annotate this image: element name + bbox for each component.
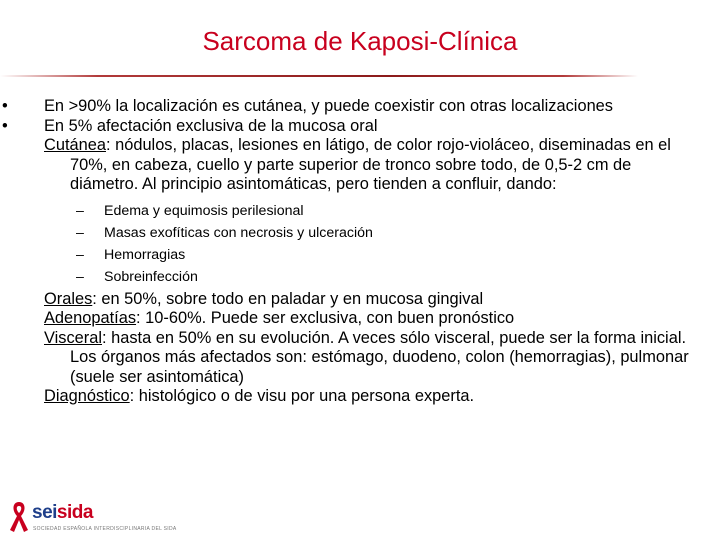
cutanea-label: Cutánea <box>44 136 106 154</box>
adenopatias-paragraph <box>44 309 704 329</box>
dash-mark: – <box>76 202 84 219</box>
logo-wordmark <box>32 502 93 524</box>
title-divider-left <box>0 75 390 77</box>
orales-text: : en 50%, sobre todo en paladar y en mucosa gingival <box>92 289 484 308</box>
sub-item-text: Sobreinfección <box>104 268 198 285</box>
sub-item <box>76 244 704 266</box>
sub-item-text: Edema y equimosis perilesional <box>104 202 304 219</box>
logo-wordmark-part2: sida <box>56 502 93 523</box>
diagnostico-label: Diagnóstico <box>44 387 130 405</box>
visceral-text: : hasta en 50% en su evolución. A veces sólo visceral, puede ser la forma inicial. Los órganos más afectados son: estómago, duodeno, colon (hemorragias), pulmonar (suele ser asintomática) <box>70 328 689 386</box>
cutanea-paragraph <box>44 136 704 195</box>
title-divider-right <box>388 75 638 77</box>
bullet-item: • En >90% la localización es cutánea, y puede coexistir con otras localizaciones <box>2 97 613 115</box>
logo-wordmark-part1: sei <box>32 502 57 523</box>
slide-body <box>2 97 704 407</box>
visceral-label: Visceral <box>44 328 102 347</box>
dash-mark: – <box>76 246 84 263</box>
sub-item <box>76 200 704 222</box>
orales-label: Orales <box>44 289 93 308</box>
orales-paragraph <box>44 290 704 310</box>
logo-tagline: SOCIEDAD ESPAÑOLA INTERDISCIPLINARIA DEL SIDA <box>33 526 177 532</box>
sub-item-text: Hemorragias <box>104 246 186 263</box>
adenopatias-label: Adenopatías <box>44 309 137 327</box>
sub-item <box>76 266 704 288</box>
seisida-logo <box>6 496 177 536</box>
sub-item-text: Masas exofíticas con necrosis y ulceración <box>104 224 373 241</box>
bullet-text: En >90% la localización es cutánea, y puede coexistir con otras localizaciones <box>44 97 613 115</box>
bullet-text: En 5% afectación exclusiva de la mucosa oral <box>44 116 378 135</box>
diagnostico-text: : histológico o de visu por una persona experta. <box>129 387 475 405</box>
cutanea-sublist <box>44 200 704 288</box>
cutanea-text: : nódulos, placas, lesiones en látigo, de color rojo-violáceo, diseminadas en el 70%, en cabeza, cuello y parte superior de tronco sobre todo, de 0,5-2 cm de diámetro. Al principio asintomáticas, pero tienden a confluir, dando: <box>70 136 671 193</box>
dash-mark: – <box>76 268 84 285</box>
visceral-paragraph <box>44 329 704 388</box>
adenopatias-text: : 10-60%. Puede ser exclusiva, con buen pronóstico <box>136 309 515 327</box>
sub-item <box>76 222 704 244</box>
red-ribbon-icon <box>6 498 32 534</box>
diagnostico-paragraph <box>44 387 704 407</box>
bullet-item: • En 5% afectación exclusiva de la mucosa oral <box>2 116 378 135</box>
dash-mark: – <box>76 224 84 241</box>
slide-title: Sarcoma de Kaposi-Clínica <box>202 26 518 56</box>
